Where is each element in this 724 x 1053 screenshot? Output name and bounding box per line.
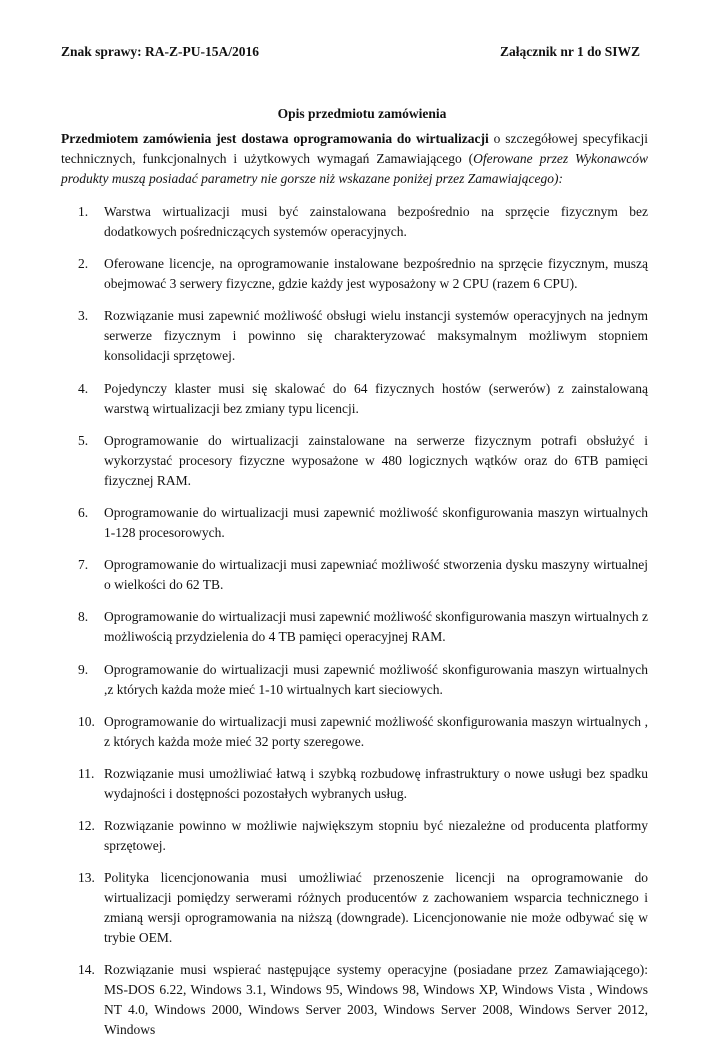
requirement-number: 12. [78,818,95,834]
requirement-text: Oferowane licencje, na oprogramowanie instalowane bezpośrednio na sprzęcie fizycznym, muszą obejmować 3 serwery fizyczne, gdzie każdy jest wyposażony w 2 CPU (razem 6 CPU). [104,256,648,292]
requirement-number: 14. [78,962,95,978]
requirement-number: 13. [78,870,95,886]
requirement-text: Oprogramowanie do wirtualizacji musi zapewniać możliwość stworzenia dysku maszyny wirtualnej o wielkości do 62 TB. [104,557,648,593]
requirement-number: 5. [78,432,89,448]
intro-bold: Przedmiotem zamówienia jest dostawa oprogramowania do wirtualizacji [61,131,489,146]
requirement-item [61,306,648,366]
requirement-text: Polityka licencjonowania musi umożliwiać przenoszenie licencji na oprogramowanie do wirtualizacji pomiędzy serwerami różnych producentów z zachowaniem wsparcia technicznego i zmianą wersji oprogramowania na niższą (downgrade). Licencjonowanie nie może odbywać się w trybie OEM. [104,870,648,946]
case-number: Znak sprawy: RA-Z-PU-15A/2016 [61,44,260,59]
requirement-number: 2. [78,256,89,272]
requirement-item [61,960,648,1040]
requirement-item [61,816,648,856]
requirement-text: Oprogramowanie do wirtualizacji musi zapewnić możliwość skonfigurowania maszyn wirtualnych z możliwością przydzielenia do 4 TB pamięci operacyjnej RAM. [104,609,648,645]
requirement-number: 4. [78,380,89,396]
requirement-item [61,431,648,491]
intro-italic: Oferowane przez Wykonawców produkty muszą posiadać parametry nie gorsze niż wskazane poniżej przez Zamawiającego): [61,151,648,186]
requirements-list [61,202,648,1053]
requirement-item [61,555,648,595]
requirement-text: Oprogramowanie do wirtualizacji musi zapewnić możliwość skonfigurowania maszyn wirtualnych 1-128 procesorowych. [104,504,648,540]
requirement-number: 10. [78,713,95,729]
requirement-text: Oprogramowanie do wirtualizacji musi zapewnić możliwość skonfigurowania maszyn wirtualnych , z których każda może mieć 32 porty szeregowe. [104,713,648,749]
requirement-item [61,764,648,804]
document-title: Opis przedmiotu zamówienia [277,106,447,121]
requirement-item [61,660,648,700]
requirement-item [61,868,648,948]
requirement-text: Rozwiązanie powinno w możliwie największym stopniu być niezależne od producenta platformy sprzętowej. [104,818,648,854]
requirement-text: Oprogramowanie do wirtualizacji zainstalowane na serwerze fizycznym potrafi obsłużyć i wykorzystać procesory fizyczne wyposażone w 480 logicznych wątków oraz do 6TB pamięci fizycznej RAM. [104,432,648,488]
requirement-text: Rozwiązanie musi wspierać następujące systemy operacyjne (posiadane przez Zamawiającego): MS-DOS 6.22, Windows 3.1, Windows 95, Windows 98, Windows XP, Windows Vista , Windows NT 4.0, Windows 2000, Windows Server 2003, Windows Server 2008, Windows Server 2012, Windows [104,962,648,1038]
requirement-item [61,379,648,419]
intro-paragraph [61,129,648,189]
requirement-item [61,712,648,752]
requirement-number: 3. [78,308,89,324]
requirement-number: 8. [78,609,89,625]
intro-normal: o szczegółowej specyfikacji technicznych, funkcjonalnych i użytkowych wymagań Zamawiającego ( [61,131,648,166]
requirement-text: Warstwa wirtualizacji musi być zainstalowana bezpośrednio na sprzęcie fizycznym bez dodatkowych pośredniczących systemów operacyjnych. [104,204,648,239]
requirement-text: Rozwiązanie musi zapewnić możliwość obsługi wielu instancji systemów operacyjnych na jednym serwerze fizycznym i powinno się charakteryzować maksymalnym możliwym stopniem konsolidacji sprzętowej. [104,308,648,364]
requirement-item [61,254,648,294]
requirement-number: 7. [78,557,89,573]
requirement-text: Pojedynczy klaster musi się skalować do 64 fizycznych hostów (serwerów) z zainstalowaną warstwą wirtualizacji bez zmiany typu licencji. [104,380,648,416]
requirement-number: 1. [78,204,89,219]
requirement-text: Rozwiązanie musi umożliwiać łatwą i szybką rozbudowę infrastruktury o nowe usługi bez spadku wydajności i dostępności pozostałych wybranych usług. [104,765,648,801]
requirement-number: 11. [78,765,95,781]
requirement-item [61,503,648,543]
requirement-item [61,202,648,242]
requirement-number: 6. [78,504,89,520]
document-header [61,44,640,60]
requirement-number: 9. [78,661,89,677]
requirement-item [61,607,648,647]
attachment-label: Załącznik nr 1 do SIWZ [499,44,640,59]
requirement-text: Oprogramowanie do wirtualizacji musi zapewnić możliwość skonfigurowania maszyn wirtualnych ,z których każda może mieć 1-10 wirtualnych kart sieciowych. [104,661,648,697]
